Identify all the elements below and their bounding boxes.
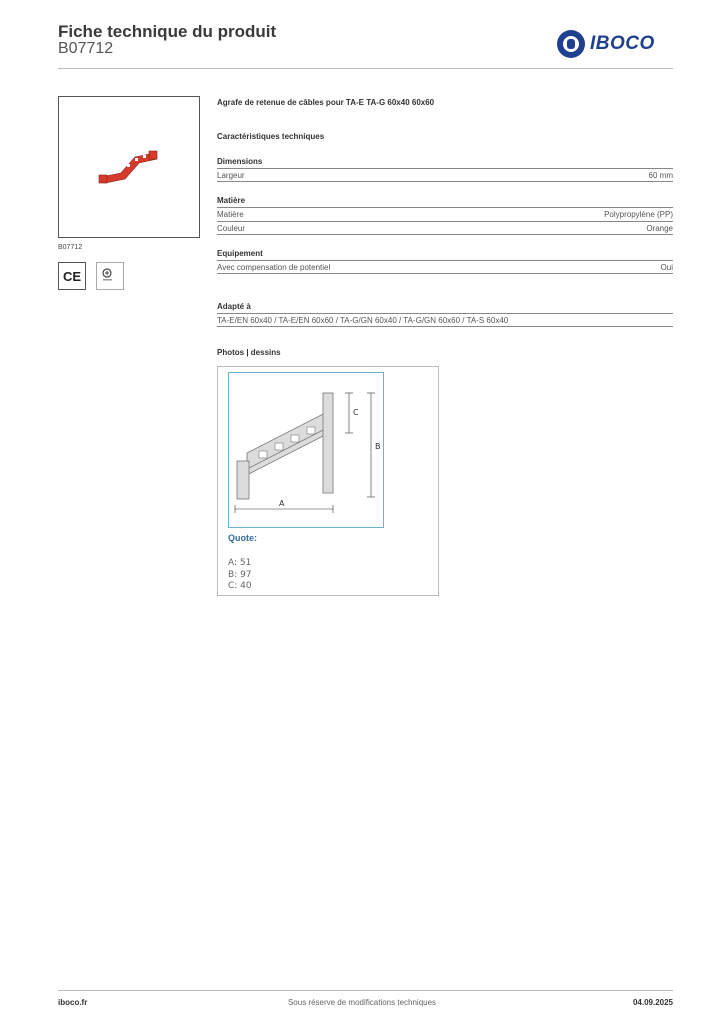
photos-heading: Photos | dessins — [217, 348, 281, 357]
header-divider — [58, 68, 673, 69]
quote-c: C: 40 — [228, 581, 252, 591]
logo-mark-icon — [557, 30, 585, 58]
ce-mark-icon: CE — [58, 262, 86, 290]
spec-value: Oui — [660, 262, 673, 272]
spec-label: Largeur — [217, 170, 245, 180]
footer-date: 04.09.2025 — [632, 998, 673, 1007]
spec-row — [217, 221, 673, 235]
drawing-icon — [229, 373, 383, 527]
cable-clip-icon — [59, 97, 199, 237]
page-title: Fiche technique du produit — [58, 22, 277, 41]
spec-value: Orange — [646, 223, 673, 233]
spec-value: 60 mm — [648, 170, 673, 180]
product-name: Agrafe de retenue de câbles pour TA-E TA-G 60x40 60x60 — [217, 98, 435, 107]
spec-label: Matière — [217, 210, 244, 219]
quote-label: Quote: — [228, 533, 257, 543]
logo-text: IBOCO — [590, 33, 655, 54]
section-title-dimensions: Dimensions — [217, 157, 263, 166]
spec-row — [217, 207, 673, 221]
certification-icon — [96, 262, 124, 290]
spec-row — [217, 313, 673, 327]
spec-label: TA-E/EN 60x40 / TA-E/EN 60x60 / TA-G/GN 60x40 / TA-G/GN 60x60 / TA-S 60x40 — [217, 315, 509, 325]
spec-value: Polypropylène (PP) — [604, 210, 673, 219]
spec-row — [217, 260, 673, 274]
footer-notice: Sous réserve de modifications techniques — [287, 998, 437, 1007]
dimension-b-label: B — [375, 442, 381, 451]
footer-divider — [58, 990, 673, 991]
spec-label: Avec compensation de potentiel — [217, 262, 331, 272]
image-caption: B07712 — [58, 244, 83, 251]
dimension-c-label: C — [353, 408, 359, 417]
spec-label: Couleur — [217, 223, 246, 233]
technical-drawing — [228, 372, 384, 528]
footer-website[interactable]: iboco.fr — [58, 998, 88, 1007]
dimension-a-label: A — [279, 499, 285, 508]
section-title-material: Matière — [217, 196, 246, 205]
section-title-equipment: Equipement — [217, 249, 263, 258]
product-image — [58, 96, 200, 238]
specs-heading: Caractéristiques techniques — [217, 132, 325, 141]
quote-a: A: 51 — [228, 558, 252, 568]
product-code: B07712 — [58, 40, 114, 57]
quote-b: B: 97 — [228, 570, 252, 580]
company-logo — [557, 28, 675, 60]
spec-row — [217, 168, 673, 182]
section-title-compatible: Adapté à — [217, 302, 251, 311]
